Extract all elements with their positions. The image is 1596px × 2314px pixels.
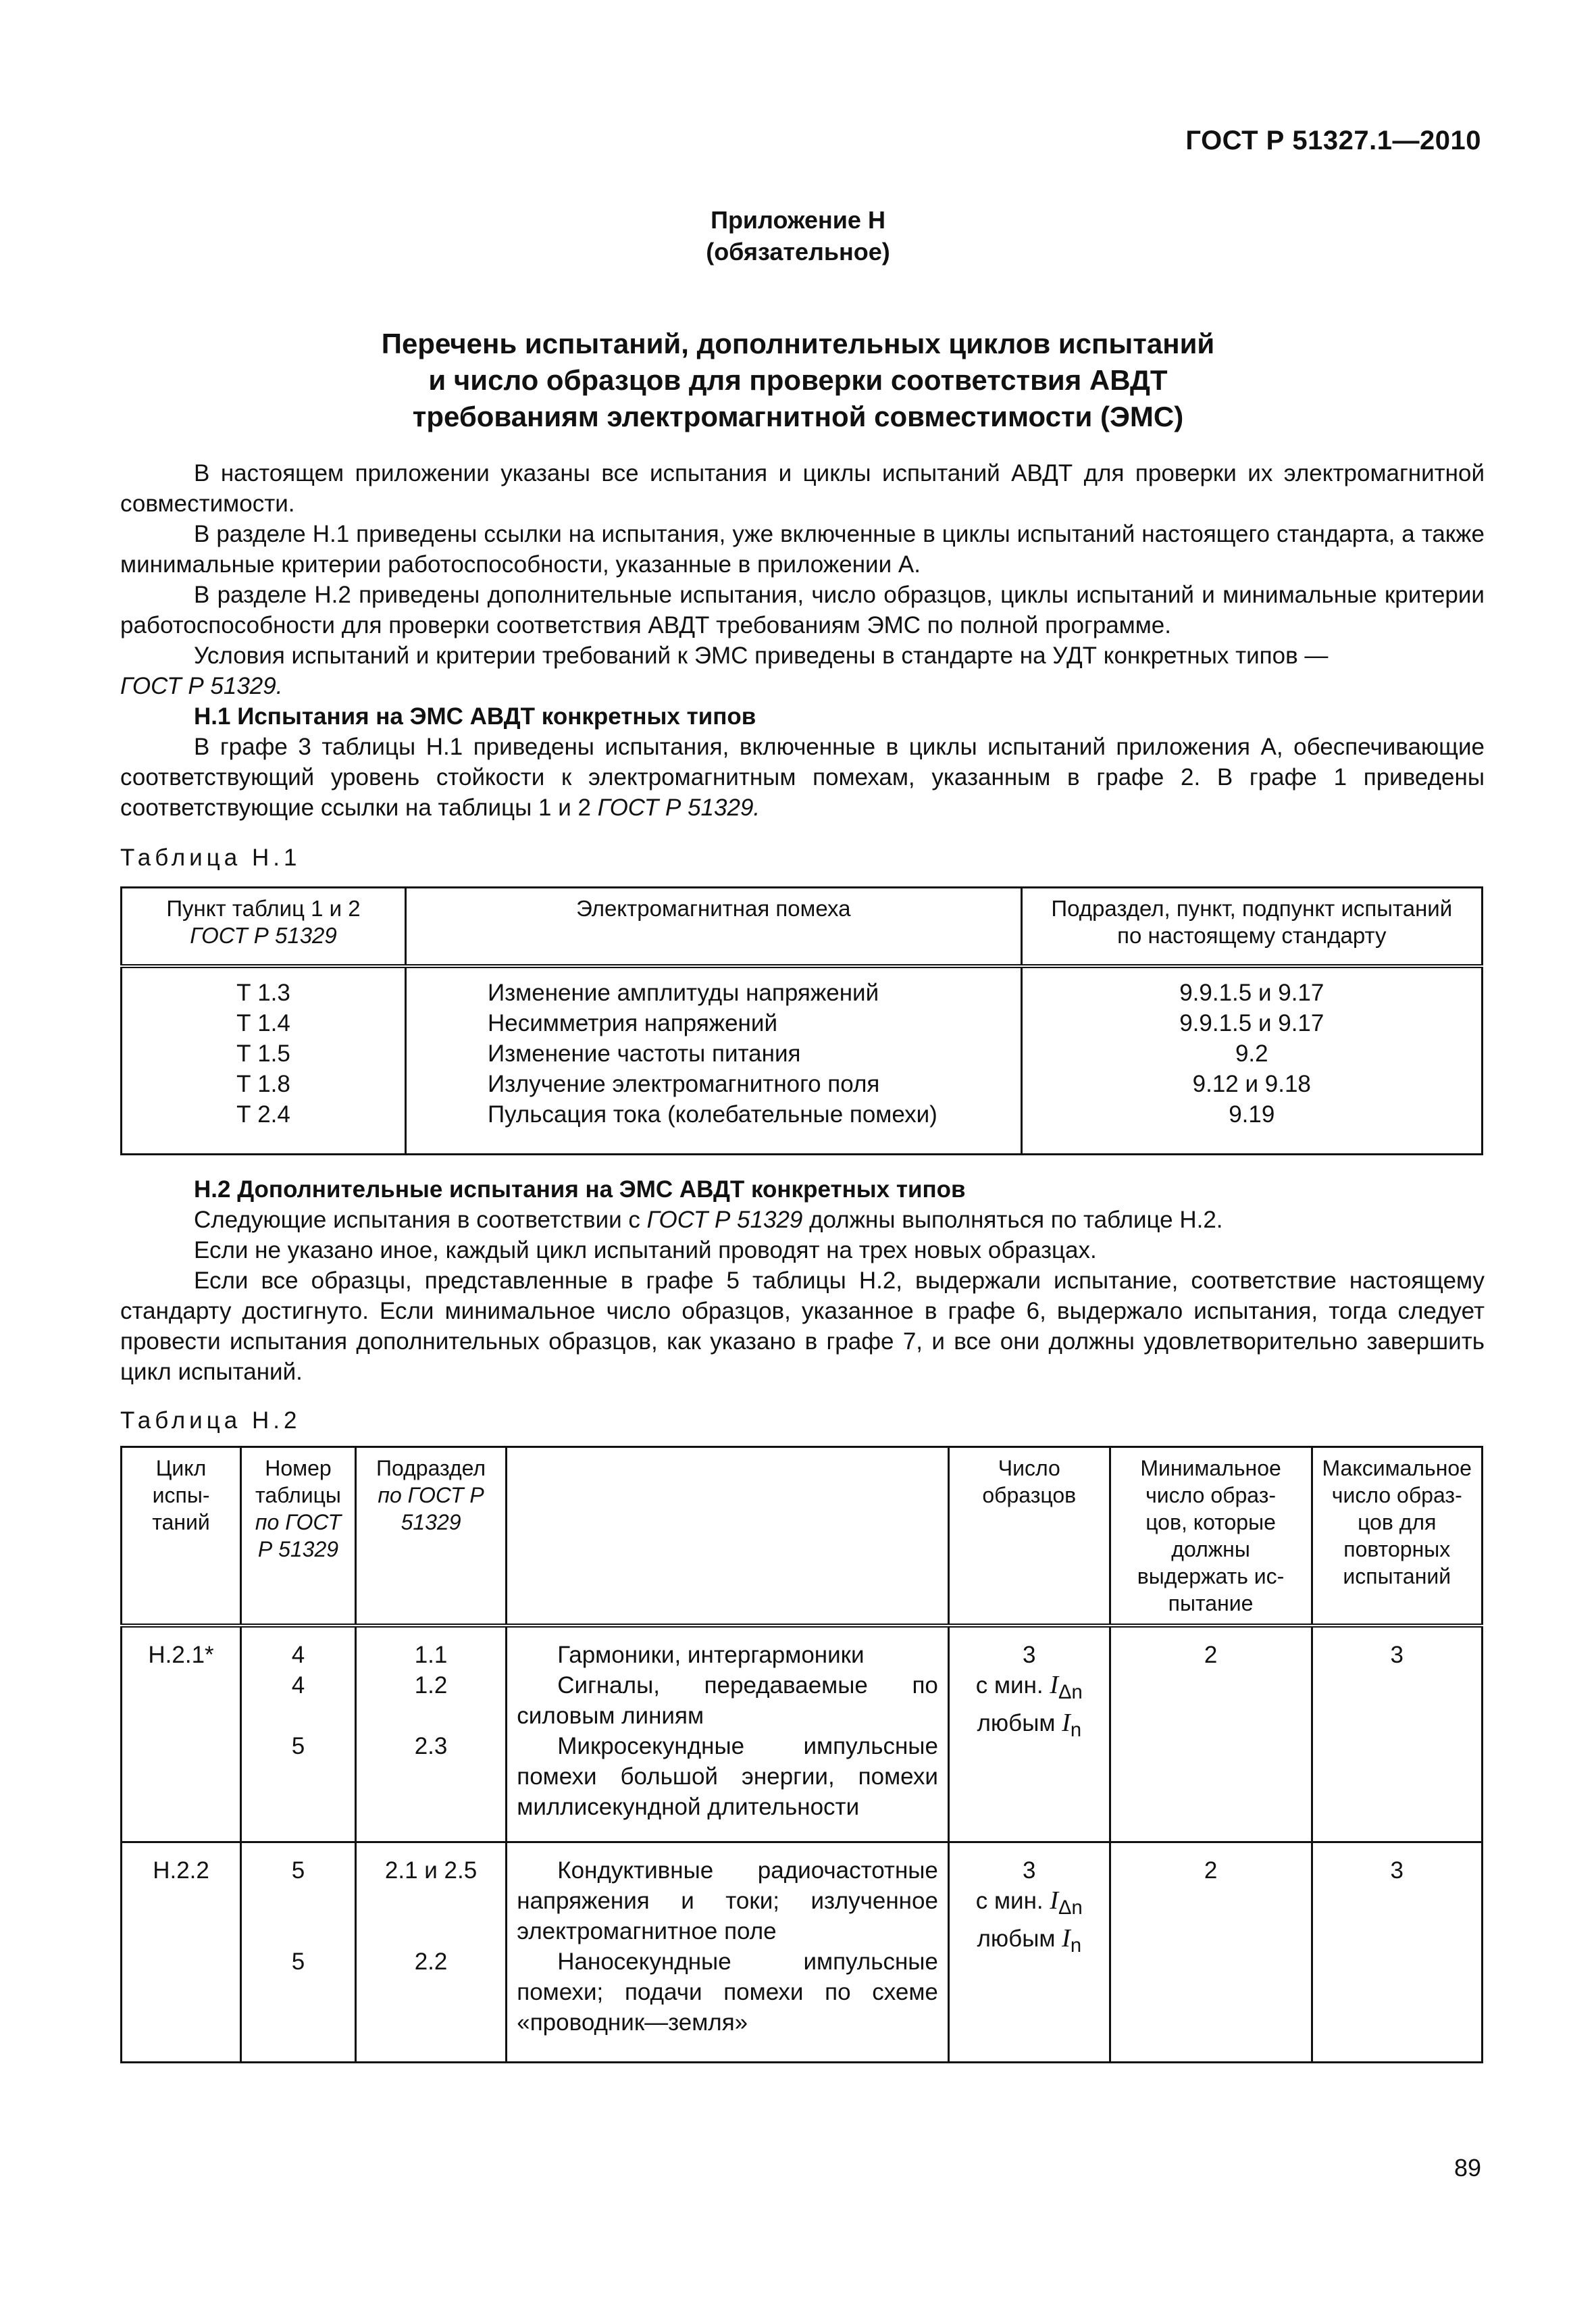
samples-count: 3	[1023, 1857, 1036, 1884]
intro-paragraph-1: В настоящем приложении указаны все испытания и циклы испытаний АВДТ для проверки их электромагнитной совместимости.	[120, 460, 1485, 517]
samples-min-current	[959, 1670, 1100, 1708]
table-cell-line: 5	[291, 1857, 305, 1884]
table-h1	[120, 886, 1483, 1155]
table-h1-header-test	[1021, 888, 1482, 967]
section-h2-paragraph-1	[120, 1205, 1485, 1235]
table-cell: Н.2.2	[122, 1842, 241, 2062]
document-title-line-2: и число образцов для проверки соответствия АВДТ	[428, 364, 1168, 396]
header-text: пытание	[1168, 1591, 1254, 1615]
table-h2-caption: Таблица Н.2	[120, 1407, 301, 1434]
table-cell-line	[366, 1886, 496, 1916]
header-text: Число	[998, 1456, 1060, 1480]
standard-reference: ГОСТ Р 51329.	[120, 673, 283, 699]
test-description: Кондуктивные радиочастотные напряжения и токи; излученное электромагнитное поле	[517, 1857, 938, 1944]
header-text: Максимальное	[1322, 1456, 1472, 1480]
header-text: Цикл	[155, 1456, 207, 1480]
table-cell	[507, 1626, 949, 1842]
standard-reference: по ГОСТ Р	[378, 1483, 484, 1507]
table-cell: Т 1.8	[236, 1071, 290, 1097]
table-h2-header-cycle	[122, 1447, 241, 1626]
standard-reference: 51329	[401, 1510, 461, 1534]
standard-reference: ГОСТ Р 51329	[190, 923, 337, 948]
table-cell-line: 2.3	[414, 1733, 448, 1759]
table-cell	[507, 1842, 949, 2062]
table-cell: Т 1.3	[236, 980, 290, 1006]
table-cell: Т 2.4	[236, 1101, 290, 1128]
header-text: испытаний	[1343, 1564, 1451, 1588]
table-cell-line: 5	[291, 1733, 305, 1759]
table-cell-line	[366, 1916, 496, 1946]
table-cell: Несимметрия напряжений	[487, 1010, 777, 1036]
section-h2-p1-a: Следующие испытания в соответствии с	[194, 1207, 640, 1233]
table-cell: Изменение амплитуды напряжений	[487, 980, 879, 1006]
table-cell: 3	[1312, 1626, 1483, 1842]
section-h1-text-body: В графе 3 таблицы Н.1 приведены испытания, включенные в циклы испытаний приложения А, обеспечивающие соответствующий уровень стойкости к электромагнитным помехам, указанным в графе 2. В графе 1 приведены соответствующие ссылки на таблицы 1 и 2	[120, 734, 1485, 821]
header-text: повторных	[1343, 1537, 1451, 1561]
table-cell: Пульсация тока (колебательные помехи)	[487, 1101, 937, 1128]
annex-title: Приложение Н	[711, 206, 885, 234]
header-text: Подраздел	[376, 1456, 486, 1480]
header-text: Минимальное	[1140, 1456, 1281, 1480]
table-cell: Т 1.5	[236, 1040, 290, 1067]
table-cell	[241, 1842, 356, 2062]
header-text: Номер	[265, 1456, 332, 1480]
intro-paragraph-2: В разделе Н.1 приведены ссылки на испытания, уже включенные в циклы испытаний настоящего стандарта, а также минимальные критерии работоспособности, указанные в приложении А.	[120, 521, 1485, 578]
section-h2-paragraph-2: Если не указано иное, каждый цикл испытаний проводят на трех новых образцах.	[194, 1237, 1097, 1263]
table-h1-header-disturbance: Электромагнитная помеха	[405, 888, 1021, 967]
table-cell	[355, 1626, 506, 1842]
table-cell: Н.2.1*	[122, 1626, 241, 1842]
document-title	[0, 326, 1596, 435]
table-h2-header-min-samples	[1110, 1447, 1312, 1626]
table-cell: Т 1.4	[236, 1010, 290, 1036]
intro-paragraph-4	[120, 640, 1485, 671]
samples-min-current	[959, 1886, 1100, 1923]
table-h2	[120, 1446, 1483, 2063]
intro-paragraph-4-text: Условия испытаний и критерии требований к ЭМС приведены в стандарте на УДТ конкретных типов —	[194, 643, 1329, 669]
table-cell-line	[251, 1886, 345, 1916]
header-text: цов, которые	[1145, 1510, 1276, 1534]
table-cell: 2	[1110, 1842, 1312, 2062]
table-cell-line	[251, 1916, 345, 1946]
table-cell-line: 2.2	[414, 1948, 448, 1975]
table-cell	[948, 1842, 1110, 2062]
test-description: Микросекундные импульсные помехи большой энергии, помехи миллисекундной длительности	[517, 1733, 938, 1820]
table-h2-header-subsection	[355, 1447, 506, 1626]
header-text	[366, 1482, 496, 1509]
header-text: должны	[1171, 1537, 1250, 1561]
header-text: Подраздел, пункт, подпункт испытаний	[1051, 896, 1453, 921]
i-delta-n-subscript: Δn	[1058, 1896, 1083, 1919]
table-h2-header-description	[507, 1447, 949, 1626]
table-cell	[355, 1842, 506, 2062]
header-text: образцов	[982, 1483, 1077, 1507]
header-text: таблицы	[255, 1483, 341, 1507]
i-n-symbol: I	[1062, 1709, 1071, 1737]
test-description: Наносекундные импульсные помехи; подачи помехи по схеме «проводник—земля»	[517, 1948, 938, 2036]
table-h1-disturbances	[405, 966, 1021, 1155]
table-h2-header-row	[122, 1447, 1483, 1626]
section-h2-paragraph-3: Если все образцы, представленные в графе 5 таблицы Н.2, выдержали испытание, соответствие настоящему стандарту достигнуто. Если минимальное число образцов, указанное в графе 6, выдержало испытания, тогда следует провести испытания дополнительных образцов, как указано в графе 7, и все они должны удовлетворительно завершить цикл испытаний.	[120, 1267, 1485, 1385]
table-cell: 9.9.1.5 и 9.17	[1179, 980, 1324, 1006]
table-h2-header-max-samples	[1312, 1447, 1483, 1626]
samples-any-label: любым	[977, 1925, 1056, 1952]
header-text: испы-	[152, 1483, 210, 1507]
i-n-symbol: I	[1062, 1923, 1071, 1953]
annex-status: (обязательное)	[706, 238, 890, 266]
table-cell	[241, 1626, 356, 1842]
header-text: выдержать ис-	[1137, 1564, 1285, 1588]
section-h2-p1-b: должны выполняться по таблице Н.2.	[802, 1207, 1223, 1233]
table-cell-line: 5	[291, 1948, 305, 1975]
standard-reference: Р 51329	[257, 1537, 339, 1561]
intro-paragraph-3: В разделе Н.2 приведены дополнительные испытания, число образцов, циклы испытаний и минимальные критерии работоспособности для проверки соответствия АВДТ требованиям ЭМС по полной программе.	[120, 582, 1485, 638]
table-h1-caption: Таблица Н.1	[120, 845, 301, 871]
standard-reference: по ГОСТ	[255, 1510, 342, 1534]
header-text: Пункт таблиц 1 и 2	[166, 896, 361, 921]
table-cell-line: 4	[291, 1672, 305, 1699]
table-cell: 9.9.1.5 и 9.17	[1179, 1010, 1324, 1036]
table-cell-line: 4	[291, 1642, 305, 1668]
header-text	[251, 1509, 345, 1536]
header-text	[132, 922, 395, 949]
table-h1-header-row	[122, 888, 1483, 967]
table-cell-line	[366, 1701, 496, 1731]
samples-any-current	[959, 1923, 1100, 1961]
standard-reference: ГОСТ Р 51329.	[597, 795, 761, 821]
samples-any-current	[959, 1708, 1100, 1746]
section-h2-heading: Н.2 Дополнительные испытания на ЭМС АВДТ конкретных типов	[194, 1176, 966, 1203]
table-cell: Излучение электромагнитного поля	[487, 1071, 880, 1097]
samples-min-label: с мин.	[975, 1887, 1044, 1914]
table-h1-clauses	[122, 966, 406, 1155]
page-number: 89	[1453, 2154, 1481, 2182]
i-delta-n-symbol: I	[1050, 1671, 1059, 1699]
standard-designation: ГОСТ Р 51327.1—2010	[1185, 126, 1481, 155]
table-h2-header-samples	[948, 1447, 1110, 1626]
table-cell: 3	[1312, 1842, 1483, 2062]
i-n-subscript: n	[1070, 1934, 1082, 1957]
table-cell-line: 2.1 и 2.5	[384, 1857, 478, 1884]
standard-reference: ГОСТ Р 51329	[646, 1207, 803, 1233]
header-text: число образ-	[1145, 1483, 1277, 1507]
annex-heading	[0, 204, 1596, 268]
table-cell-line: 1.2	[414, 1672, 448, 1699]
section-h1-heading: Н.1 Испытания на ЭМС АВДТ конкретных типов	[194, 703, 756, 730]
section-h1-text	[120, 732, 1485, 823]
table-row	[122, 1842, 1483, 2062]
i-delta-n-symbol: I	[1050, 1886, 1059, 1915]
table-cell-line: 1.1	[414, 1642, 448, 1668]
table-cell: Изменение частоты питания	[487, 1040, 801, 1067]
header-text: таний	[152, 1510, 210, 1534]
header-text: по настоящему стандарту	[1117, 923, 1387, 948]
table-cell-line	[251, 1701, 345, 1731]
table-h2-header-table-no	[241, 1447, 356, 1626]
i-delta-n-subscript: Δn	[1058, 1682, 1083, 1703]
table-h1-tests	[1021, 966, 1482, 1155]
i-n-subscript: n	[1070, 1719, 1082, 1741]
header-text: число образ-	[1331, 1483, 1462, 1507]
table-row	[122, 1626, 1483, 1842]
intro-section	[120, 458, 1485, 823]
table-cell: 2	[1110, 1626, 1312, 1842]
test-description: Гармоники, интергармоники	[557, 1642, 865, 1668]
table-cell: 9.2	[1235, 1040, 1268, 1067]
table-h1-body-row	[122, 966, 1483, 1155]
samples-min-label: с мин.	[975, 1672, 1044, 1699]
header-text: цов для	[1358, 1510, 1437, 1534]
table-cell: 9.19	[1229, 1101, 1275, 1128]
section-h2	[120, 1174, 1485, 1387]
table-cell	[948, 1626, 1110, 1842]
samples-any-label: любым	[977, 1710, 1056, 1736]
table-cell: 9.12 и 9.18	[1192, 1071, 1311, 1097]
document-title-line-3: требованиям электромагнитной совместимости (ЭМС)	[412, 401, 1184, 432]
header-text	[251, 1536, 345, 1563]
document-title-line-1: Перечень испытаний, дополнительных циклов испытаний	[381, 328, 1215, 359]
samples-count: 3	[1023, 1642, 1036, 1668]
table-h1-header-clause	[122, 888, 406, 967]
intro-paragraph-4-ref	[120, 671, 1485, 701]
header-text	[366, 1509, 496, 1536]
test-description: Сигналы, передаваемые по силовым линиям	[517, 1672, 938, 1729]
